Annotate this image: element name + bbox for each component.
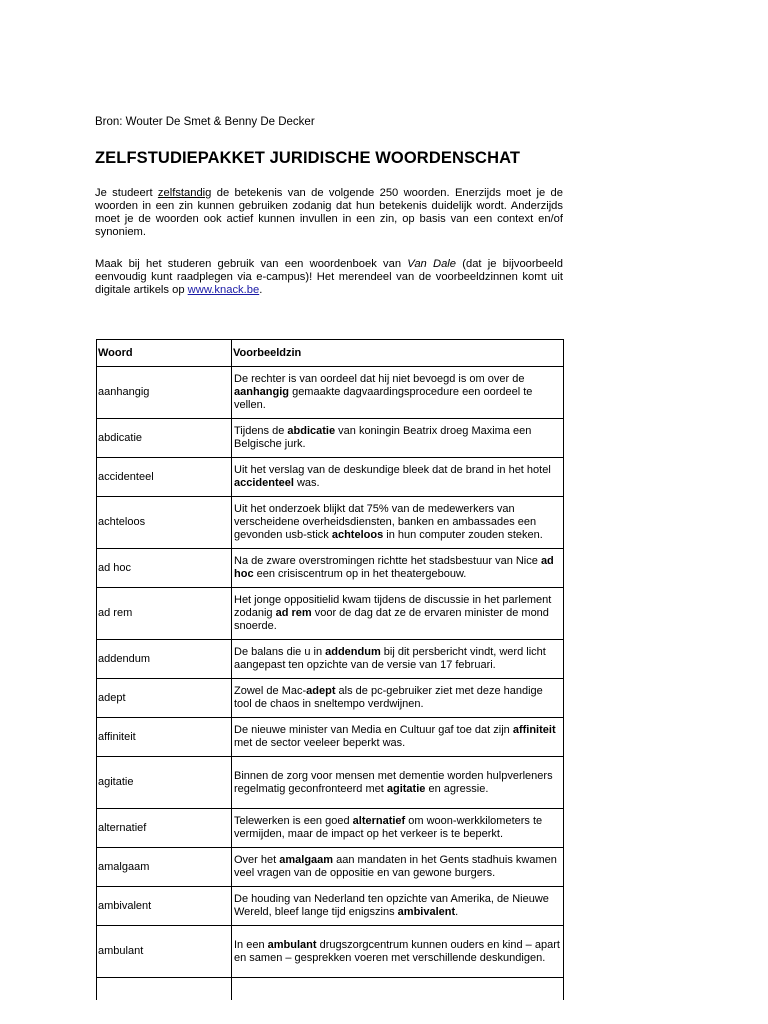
highlighted-word: affiniteit: [512, 724, 556, 736]
word-cell: ad hoc: [97, 549, 232, 588]
intro-paragraph: [95, 187, 563, 239]
sentence-text-end: gemaakte dagvaardingsprocedure een oordeel te vellen.: [234, 386, 533, 411]
sentence-cell: [232, 887, 564, 926]
sentence-text-start: Uit het onderzoek blijkt dat 75% van de medewerkers van verscheidene overheidsdiensten, banken en ambassades een gevonden usb-stick: [234, 503, 537, 541]
word-cell: abdicatie: [97, 419, 232, 458]
table-row: [97, 458, 564, 497]
sentence-text-start: De nieuwe minister van Media en Cultuur gaf toe dat zijn: [234, 724, 513, 736]
instructions-text-middle: (dat je bijvoorbeeld eenvoudig kunt raadplegen via e-campus)! Het merendeel van de voorbeeldzinnen komt uit digitale artikels op: [95, 258, 564, 296]
table-row: [97, 640, 564, 679]
sentence-text-start: In een: [234, 938, 268, 951]
sentence-cell: [232, 640, 564, 679]
sentence-text-end: om woon-werkkilometers te vermijden, maar de impact op het verkeer is te beperkt.: [234, 815, 543, 840]
sentence-cell: [232, 419, 564, 458]
instructions-text-end: .: [259, 284, 263, 296]
underlined-word: zelfstandig: [157, 187, 212, 199]
highlighted-word: abdicatie: [287, 425, 336, 437]
highlighted-word: ambulant: [267, 938, 317, 951]
highlighted-word: alternatief: [352, 815, 406, 827]
dictionary-name: Van Dale: [407, 258, 457, 270]
table-row: [97, 419, 564, 458]
intro-text-end: de betekenis van de volgende 250 woorden. Enerzijds moet je de woorden in een zin kunnen gebruiken zodanig dat hun betekenis duidelijk wordt. Anderzijds moet je de woorden ook actief kunnen invullen in een zin, op basis van een context en/of synoniem.: [95, 187, 563, 238]
sentence-cell: [232, 497, 564, 549]
highlighted-word: ambivalent: [397, 906, 456, 918]
word-cell: aanhangig: [97, 367, 232, 419]
knack-link[interactable]: www.knack.be: [187, 284, 260, 296]
highlighted-word: ad hoc: [234, 555, 554, 580]
word-cell: ad rem: [97, 588, 232, 640]
instructions-paragraph: [95, 258, 563, 297]
vocabulary-table: [96, 339, 564, 1000]
highlighted-word: agitatie: [386, 782, 426, 795]
table-row: [97, 679, 564, 718]
sentence-text-end: van koningin Beatrix droeg Maxima een Belgische jurk.: [234, 425, 532, 450]
sentence-text-end: en agressie.: [425, 782, 489, 795]
sentence-text-end: was.: [293, 477, 320, 489]
sentence-text-start: Het jonge oppositielid kwam tijdens de discussie in het parlement zodanig: [234, 594, 552, 619]
sentence-cell: [232, 848, 564, 887]
table-row: [97, 497, 564, 549]
sentence-text-end: drugszorgcentrum kunnen ouders en kind – apart en samen – gesprekken voeren met verschillende deskundigen.: [234, 938, 560, 964]
word-cell: addendum: [97, 640, 232, 679]
highlighted-word: amalgaam: [279, 854, 334, 866]
source-line: Bron: Wouter De Smet & Benny De Decker: [95, 116, 315, 128]
sentence-cell: [232, 679, 564, 718]
word-cell: ambivalent: [97, 887, 232, 926]
table-body: [97, 367, 564, 1001]
empty-cell: [232, 978, 564, 1001]
table-row-empty: [97, 978, 564, 1001]
sentence-text-start: Tijdens de: [234, 425, 288, 437]
highlighted-word: ad rem: [275, 607, 312, 619]
sentence-cell: [232, 809, 564, 848]
sentence-text-start: Telewerken is een goed: [234, 815, 353, 827]
instructions-text-start: Maak bij het studeren gebruik van een woordenboek van: [95, 258, 408, 270]
sentence-text-end: .: [455, 906, 459, 918]
table-row: [97, 887, 564, 926]
word-cell: amalgaam: [97, 848, 232, 887]
sentence-text-start: Na de zware overstromingen richtte het stadsbestuur van Nice: [234, 555, 541, 567]
table-row: [97, 588, 564, 640]
sentence-text-start: De houding van Nederland ten opzichte van Amerika, de Nieuwe Wereld, bleef lange tijd enigszins: [234, 893, 549, 918]
sentence-cell: [232, 458, 564, 497]
sentence-text-end: voor de dag dat ze de ervaren minister de mond snoerde.: [234, 607, 549, 632]
sentence-cell: [232, 367, 564, 419]
word-cell: agitatie: [97, 757, 232, 809]
highlighted-word: addendum: [325, 646, 381, 658]
word-cell: achteloos: [97, 497, 232, 549]
sentence-cell: [232, 549, 564, 588]
sentence-text-end: met de sector veeleer beperkt was.: [234, 737, 406, 749]
sentence-text-end: bij dit persbericht vindt, werd licht aangepast ten opzichte van de versie van 17 februari.: [234, 646, 546, 671]
sentence-cell: [232, 757, 564, 809]
highlighted-word: achteloos: [331, 529, 384, 541]
highlighted-word: accidenteel: [234, 477, 294, 489]
table-row: [97, 926, 564, 978]
header-word: Woord: [97, 340, 232, 367]
sentence-text-end: in hun computer zouden steken.: [383, 529, 543, 541]
table-row: [97, 848, 564, 887]
highlighted-word: adept: [306, 685, 336, 697]
word-cell: adept: [97, 679, 232, 718]
intro-text-start: Je studeert: [95, 187, 158, 199]
highlighted-word: aanhangig: [234, 386, 290, 398]
word-cell: affiniteit: [97, 718, 232, 757]
word-cell: alternatief: [97, 809, 232, 848]
sentence-text-end: aan mandaten in het Gents stadhuis kwamen veel vragen van de oppositie en van gewone burgers.: [234, 854, 557, 879]
page-title: ZELFSTUDIEPAKKET JURIDISCHE WOORDENSCHAT: [95, 149, 521, 167]
sentence-text-start: Uit het verslag van de deskundige bleek dat de brand in het hotel: [234, 464, 551, 476]
table-row: [97, 549, 564, 588]
sentence-cell: [232, 926, 564, 978]
sentence-text-start: De rechter is van oordeel dat hij niet bevoegd is om over de: [234, 373, 525, 385]
sentence-text-end: als de pc-gebruiker ziet met deze handige tool de chaos in sneltempo verdwijnen.: [234, 685, 543, 710]
sentence-text-end: een crisiscentrum op in het theatergebouw.: [253, 568, 467, 580]
word-cell: ambulant: [97, 926, 232, 978]
table-row: [97, 809, 564, 848]
sentence-cell: [232, 718, 564, 757]
table-header-row: [97, 340, 564, 367]
sentence-text-start: Zowel de Mac-: [234, 685, 307, 697]
table-row: [97, 757, 564, 809]
sentence-text-start: Over het: [234, 854, 280, 866]
sentence-text-start: Binnen de zorg voor mensen met dementie worden hulpverleners regelmatig geconfronteerd met: [234, 769, 553, 795]
sentence-text-start: De balans die u in: [234, 646, 326, 658]
sentence-cell: [232, 588, 564, 640]
table-row: [97, 718, 564, 757]
header-sentence: Voorbeeldzin: [232, 340, 564, 367]
table-row: [97, 367, 564, 419]
empty-cell: [97, 978, 232, 1001]
word-cell: accidenteel: [97, 458, 232, 497]
